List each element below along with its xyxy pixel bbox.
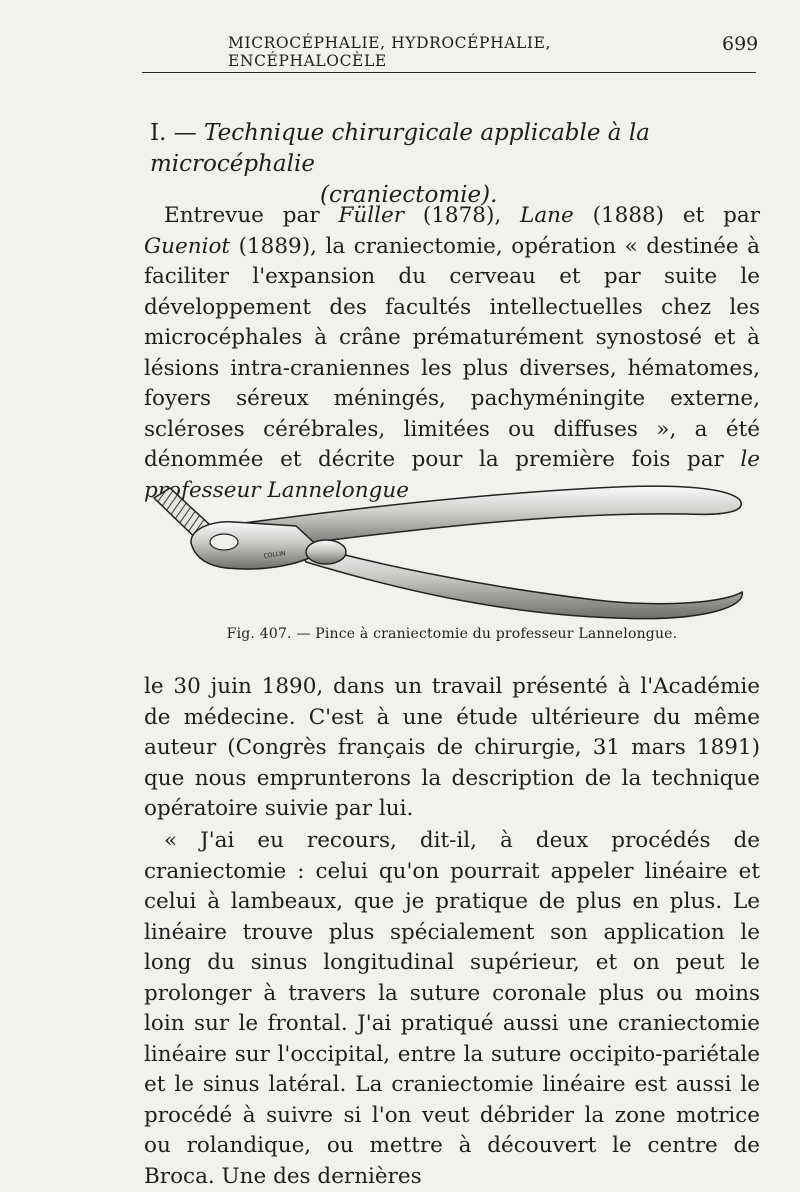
text-run: (1878), bbox=[404, 203, 521, 228]
text-run: Entrevue par bbox=[164, 203, 339, 228]
text-run: (1889), la craniectomie, opération « destinée à faciliter l'expansion du cerveau et par suite le développement des facultés intellectuelles chez les microcéphales à crâne prématurément synostosé et à lésions intra-craniennes les plus diverses, hématomes, foyers séreux méningés, pachyméningite externe, scléroses cérébrales, limitées ou diffuses », a été dénommée et décrite pour la première fois par bbox=[144, 233, 760, 472]
forceps-hinge bbox=[306, 540, 346, 564]
section-title-line1: Technique chirurgicale applicable à la microcéphalie bbox=[150, 120, 650, 177]
header-rule bbox=[142, 72, 756, 73]
figure-caption: Fig. 407. — Pince à craniectomie du professeur Lannelongue. bbox=[226, 626, 678, 642]
author-fuller: Füller bbox=[338, 203, 404, 228]
paragraph-quote: « J'ai eu recours, dit-il, à deux procédés de craniectomie : celui qu'on pourrait appeler linéaire et celui à lambeaux, que je pratique de plus en plus. Le linéaire trouve plus spécialement son application le long du sinus longitudinal supérieur, et on peut le prolonger à travers la suture coronale plus ou moins loin sur le frontal. J'ai pratiqué aussi une craniectomie linéaire sur l'occipital, entre la suture occipito-pariétale et le sinus latéral. La craniectomie linéaire est aussi le procédé à suivre si l'on veut débrider la zone motrice ou rolandique, ou mettre à découvert le centre de Broca. Une des dernières bbox=[144, 828, 760, 1189]
forceps-lower-handle bbox=[296, 542, 742, 619]
author-lannelongue: le professeur Lannelongue bbox=[144, 447, 760, 503]
section-title bbox=[150, 118, 770, 211]
author-gueniot: Gueniot bbox=[144, 233, 231, 259]
running-head: MICROCÉPHALIE, HYDROCÉPHALIE, ENCÉPHALOCÈLE bbox=[228, 34, 552, 70]
section-number: I. — bbox=[150, 120, 197, 146]
forceps-engraving: COLLIN bbox=[263, 550, 286, 560]
section-title-line2: (craniectomie). bbox=[320, 182, 498, 208]
paragraph-continued: le 30 juin 1890, dans un travail présenté à l'Académie de médecine. C'est à une étude ultérieure du même auteur (Congrès français de chirurgie, 31 mars 1891) que nous emprunterons la description de la technique opératoire suivie par lui. bbox=[144, 674, 760, 821]
paragraph-intro bbox=[144, 201, 760, 506]
page-number: 699 bbox=[722, 33, 759, 55]
text-run: (1888) et par bbox=[573, 203, 760, 228]
figure-forceps-illustration bbox=[146, 476, 756, 636]
author-lane: Lane bbox=[520, 203, 574, 228]
